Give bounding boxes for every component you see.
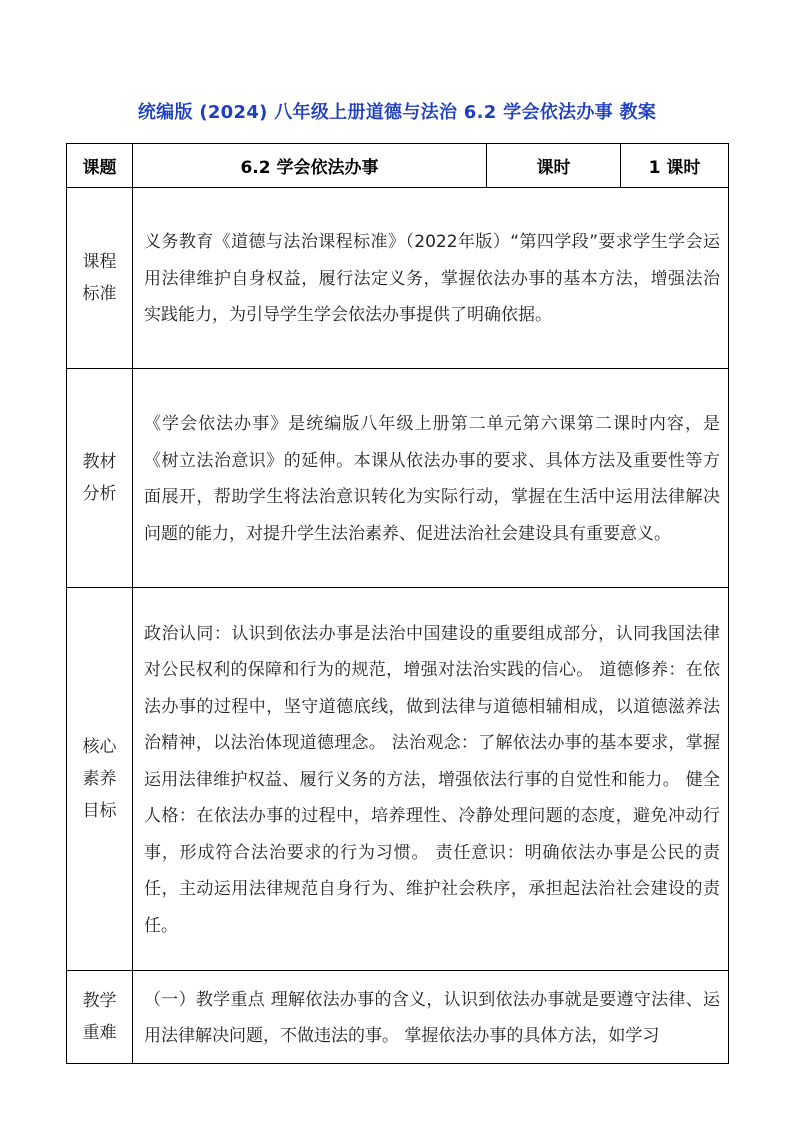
hours-label-cell: 课时 [487,144,621,188]
label-line: 教材 [82,452,117,472]
document-title: 统编版 (2024) 八年级上册道德与法治 6.2 学会依法办事 教案 [137,102,657,123]
row-content-curriculum-standard: 义务教育《道德与法治课程标准》（2022年版）“第四学段”要求学生学会运用法律维护自身权益，履行法定义务，掌握依法办事的基本方法，增强法治实践能力，为引导学生学会依法办事提供了明确依据。 [133,188,729,369]
label-line: 重难 [82,1023,117,1043]
hours-value-cell: 1 课时 [621,144,729,188]
header-row [67,144,729,188]
table-row-core-literacy-goals [67,588,729,971]
row-content-textbook-analysis: 《学会依法办事》是统编版八年级上册第二单元第六课第二课时内容，是《树立法治意识》的延伸。本课从依法办事的要求、具体方法及重要性等方面展开，帮助学生将法治意识转化为实际行动，掌握在生活中运用法律解决问题的能力，对提升学生法治素养、促进法治社会建设具有重要意义。 [133,369,729,588]
table-row-curriculum-standard [67,188,729,369]
label-line: 标准 [82,284,117,304]
row-content-core-literacy-goals: 政治认同：认识到依法办事是法治中国建设的重要组成部分，认同我国法律对公民权利的保障和行为的规范，增强对法治实践的信心。 道德修养：在依法办事的过程中，坚守道德底线，做到法律与道德相辅相成，以道德滋养法治精神，以法治体现道德理念。 法治观念：了解依法办事的基本要求，掌握运用法律维护权益、履行义务的方法，增强依法行事的自觉性和能力。 健全人格：在依法办事的过程中，培养理性、冷静处理问题的态度，避免冲动行事，形成符合法治要求的行为习惯。 责任意识：明确依法办事是公民的责任，主动运用法律规范自身行为、维护社会秩序，承担起法治社会建设的责任。 [133,588,729,971]
topic-label-cell: 课题 [67,144,133,188]
label-line: 素养 [82,769,117,789]
table-row-teaching-key-difficult [67,971,729,1064]
table-row-textbook-analysis [67,369,729,588]
row-content-teaching-key-difficult: （一）教学重点 理解依法办事的含义，认识到依法办事就是要遵守法律、运用法律解决问题，不做违法的事。 掌握依法办事的具体方法，如学习 [133,971,729,1064]
label-line: 核心 [82,737,117,757]
row-label-teaching-key-difficult [67,971,133,1064]
label-line: 目标 [82,801,117,821]
row-label-curriculum-standard [67,188,133,369]
label-line: 分析 [82,484,117,504]
label-line: 教学 [82,991,117,1011]
topic-value-cell: 6.2 学会依法办事 [133,144,487,188]
label-line: 课程 [82,252,117,272]
row-label-textbook-analysis [67,369,133,588]
lesson-plan-table [66,143,729,1064]
row-label-core-literacy-goals [67,588,133,971]
